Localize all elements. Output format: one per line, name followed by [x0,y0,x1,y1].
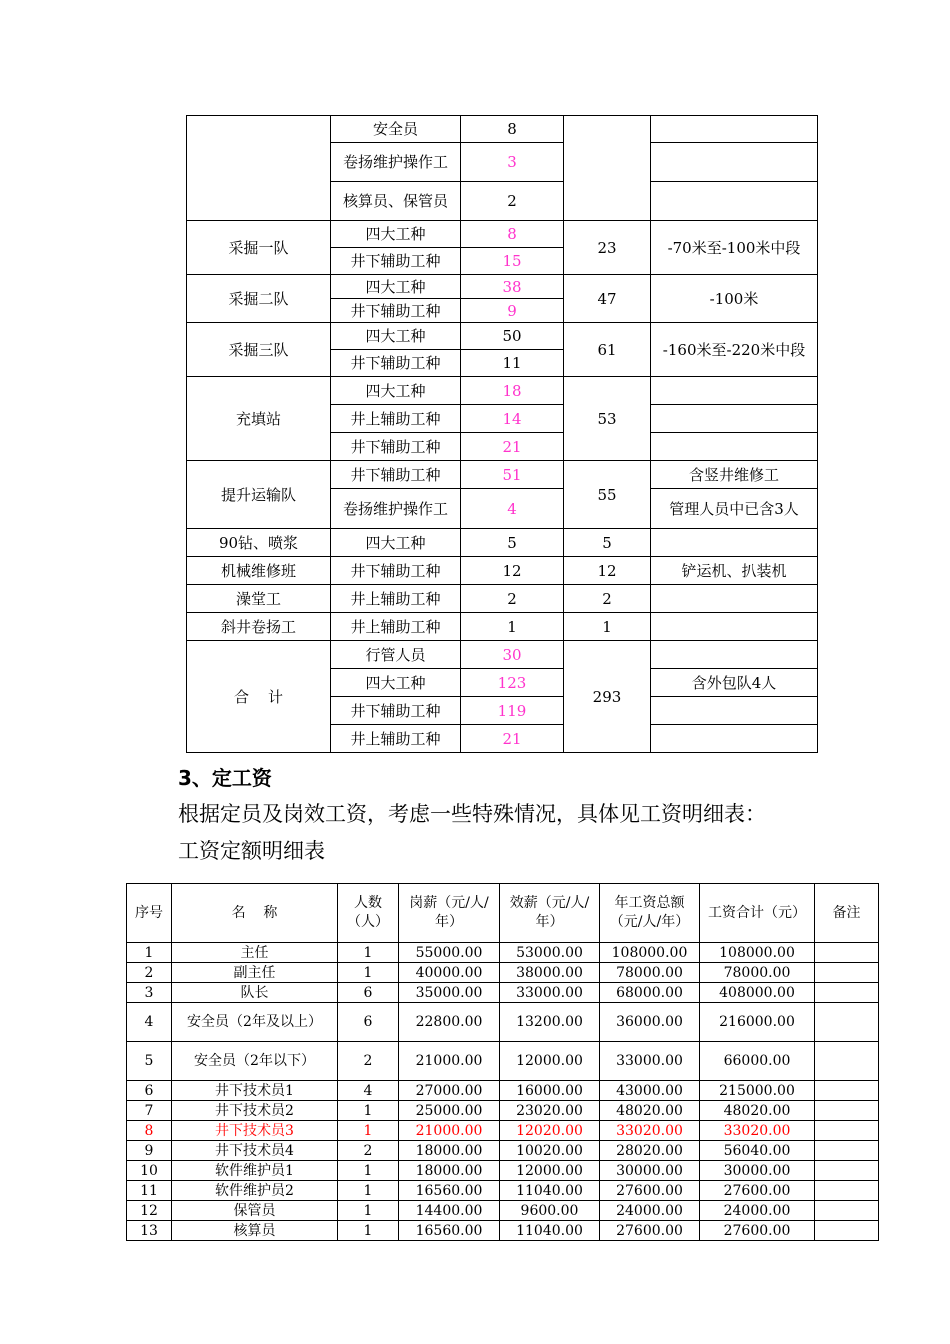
total-cell: 47 [564,275,651,323]
unit-cell: 采掘二队 [187,275,331,323]
remark-cell [815,1003,879,1042]
name-cell: 副主任 [172,963,338,983]
post-salary-cell: 21000.00 [399,1042,500,1081]
wage-sum-cell: 108000.00 [700,943,815,963]
remark-cell [815,1081,879,1101]
count-cell: 2 [461,182,564,221]
type-cell: 安全员 [331,116,461,143]
total-cell: 1 [564,613,651,641]
row-number: 1 [127,943,172,963]
annual-total-cell: 108000.00 [600,943,700,963]
headcount-cell: 1 [338,1101,399,1121]
type-cell: 四大工种 [331,669,461,697]
header-cell: 人数（人） [338,884,399,943]
post-salary-cell: 16560.00 [399,1181,500,1201]
remark-cell [815,1201,879,1221]
note-cell: 含外包队4人 [651,669,818,697]
post-salary-cell: 22800.00 [399,1003,500,1042]
count-cell: 15 [461,248,564,275]
total-cell: 61 [564,323,651,377]
post-salary-cell: 16560.00 [399,1221,500,1241]
table-row [127,1161,879,1181]
type-cell: 卷扬维护操作工 [331,489,461,529]
type-cell: 井上辅助工种 [331,405,461,433]
section-heading: 3、定工资 [178,766,272,790]
unit-cell: 采掘三队 [187,323,331,377]
unit-cell: 采掘一队 [187,221,331,275]
wage-sum-cell: 33020.00 [700,1121,815,1141]
note-cell [651,143,818,182]
table-row [127,1181,879,1201]
name-cell: 井下技术员2 [172,1101,338,1121]
note-cell [651,725,818,753]
table-row [127,943,879,963]
efficiency-salary-cell: 38000.00 [500,963,600,983]
row-number: 13 [127,1221,172,1241]
total-cell [564,116,651,221]
note-cell: 管理人员中已含3人 [651,489,818,529]
count-cell: 11 [461,350,564,377]
table-row [127,1081,879,1101]
count-cell: 119 [461,697,564,725]
note-cell [651,697,818,725]
row-number: 3 [127,983,172,1003]
table-row [127,1141,879,1161]
row-number: 12 [127,1201,172,1221]
table-row [127,1221,879,1241]
note-cell [651,433,818,461]
type-cell: 井下辅助工种 [331,433,461,461]
annual-total-cell: 43000.00 [600,1081,700,1101]
efficiency-salary-cell: 53000.00 [500,943,600,963]
wage-sum-cell: 56040.00 [700,1141,815,1161]
annual-total-cell: 33000.00 [600,1042,700,1081]
headcount-cell: 2 [338,1042,399,1081]
wage-sum-cell: 27600.00 [700,1221,815,1241]
headcount-cell: 1 [338,1201,399,1221]
count-cell: 3 [461,143,564,182]
remark-cell [815,1101,879,1121]
headcount-cell: 1 [338,1181,399,1201]
headcount-cell: 6 [338,983,399,1003]
count-cell: 50 [461,323,564,350]
staffing-table [186,115,818,753]
wage-sum-cell: 27600.00 [700,1181,815,1201]
type-cell: 井下辅助工种 [331,461,461,489]
table-row [127,963,879,983]
remark-cell [815,963,879,983]
name-cell: 软件维护员2 [172,1181,338,1201]
post-salary-cell: 27000.00 [399,1081,500,1101]
type-cell: 四大工种 [331,377,461,405]
annual-total-cell: 27600.00 [600,1221,700,1241]
type-cell: 井下辅助工种 [331,350,461,377]
type-cell: 四大工种 [331,529,461,557]
header-cell: 备注 [815,884,879,943]
count-cell: 8 [461,221,564,248]
total-cell: 12 [564,557,651,585]
remark-cell [815,983,879,1003]
unit-cell: 90钻、喷浆 [187,529,331,557]
unit-cell: 机械维修班 [187,557,331,585]
remark-cell [815,943,879,963]
unit-cell: 提升运输队 [187,461,331,529]
wage-sum-cell: 66000.00 [700,1042,815,1081]
headcount-cell: 1 [338,943,399,963]
efficiency-salary-cell: 16000.00 [500,1081,600,1101]
note-cell [651,641,818,669]
type-cell: 核算员、保管员 [331,182,461,221]
unit-cell: 斜井卷扬工 [187,613,331,641]
name-cell: 井下技术员1 [172,1081,338,1101]
post-salary-cell: 14400.00 [399,1201,500,1221]
annual-total-cell: 68000.00 [600,983,700,1003]
remark-cell [815,1042,879,1081]
headcount-cell: 4 [338,1081,399,1101]
section-paragraph: 根据定员及岗效工资，考虑一些特殊情况，具体见工资明细表： [178,802,766,826]
header-cell: 效薪（元/人/年） [500,884,600,943]
row-number: 2 [127,963,172,983]
efficiency-salary-cell: 12020.00 [500,1121,600,1141]
table-row [127,1101,879,1121]
name-cell: 安全员（2年以下） [172,1042,338,1081]
total-cell: 293 [564,641,651,753]
post-salary-cell: 21000.00 [399,1121,500,1141]
type-cell: 行管人员 [331,641,461,669]
annual-total-cell: 28020.00 [600,1141,700,1161]
headcount-cell: 1 [338,963,399,983]
post-salary-cell: 18000.00 [399,1161,500,1181]
table-row [127,1042,879,1081]
unit-cell [187,116,331,221]
annual-total-cell: 30000.00 [600,1161,700,1181]
count-cell: 14 [461,405,564,433]
post-salary-cell: 55000.00 [399,943,500,963]
type-cell: 井下辅助工种 [331,557,461,585]
wage-sum-cell: 24000.00 [700,1201,815,1221]
type-cell: 四大工种 [331,323,461,350]
row-number: 6 [127,1081,172,1101]
type-cell: 井上辅助工种 [331,585,461,613]
wage-sum-cell: 408000.00 [700,983,815,1003]
remark-cell [815,1181,879,1201]
unit-cell: 充填站 [187,377,331,461]
name-cell: 安全员（2年及以上） [172,1003,338,1042]
note-cell: -160米至-220米中段 [651,323,818,377]
wage-sum-cell: 215000.00 [700,1081,815,1101]
row-number: 10 [127,1161,172,1181]
note-cell: 铲运机、扒装机 [651,557,818,585]
wage-sum-cell: 78000.00 [700,963,815,983]
type-cell: 井上辅助工种 [331,725,461,753]
note-cell: 含竖井维修工 [651,461,818,489]
name-cell: 队长 [172,983,338,1003]
efficiency-salary-cell: 12000.00 [500,1161,600,1181]
row-number: 9 [127,1141,172,1161]
total-cell: 2 [564,585,651,613]
count-cell: 1 [461,613,564,641]
efficiency-salary-cell: 11040.00 [500,1181,600,1201]
count-cell: 5 [461,529,564,557]
name-cell: 主任 [172,943,338,963]
header-cell: 年工资总额（元/人/年） [600,884,700,943]
efficiency-salary-cell: 23020.00 [500,1101,600,1121]
count-cell: 8 [461,116,564,143]
unit-cell: 合 计 [187,641,331,753]
type-cell: 井上辅助工种 [331,613,461,641]
note-cell: -70米至-100米中段 [651,221,818,275]
efficiency-salary-cell: 13200.00 [500,1003,600,1042]
row-number: 8 [127,1121,172,1141]
type-cell: 井下辅助工种 [331,248,461,275]
type-cell: 四大工种 [331,221,461,248]
annual-total-cell: 48020.00 [600,1101,700,1121]
annual-total-cell: 78000.00 [600,963,700,983]
remark-cell [815,1141,879,1161]
note-cell [651,613,818,641]
post-salary-cell: 18000.00 [399,1141,500,1161]
row-number: 5 [127,1042,172,1081]
total-cell: 55 [564,461,651,529]
headcount-cell: 1 [338,1121,399,1141]
type-cell: 四大工种 [331,275,461,299]
annual-total-cell: 27600.00 [600,1181,700,1201]
annual-total-cell: 24000.00 [600,1201,700,1221]
remark-cell [815,1121,879,1141]
unit-cell: 澡堂工 [187,585,331,613]
count-cell: 51 [461,461,564,489]
table-row [127,1003,879,1042]
wage-sum-cell: 30000.00 [700,1161,815,1181]
table-row [127,1121,879,1141]
post-salary-cell: 40000.00 [399,963,500,983]
efficiency-salary-cell: 9600.00 [500,1201,600,1221]
note-cell [651,405,818,433]
row-number: 7 [127,1101,172,1121]
wage-sum-cell: 216000.00 [700,1003,815,1042]
header-cell: 名 称 [172,884,338,943]
headcount-cell: 2 [338,1141,399,1161]
annual-total-cell: 33020.00 [600,1121,700,1141]
table-row [127,1201,879,1221]
count-cell: 21 [461,725,564,753]
post-salary-cell: 35000.00 [399,983,500,1003]
count-cell: 30 [461,641,564,669]
wage-sum-cell: 48020.00 [700,1101,815,1121]
efficiency-salary-cell: 12000.00 [500,1042,600,1081]
remark-cell [815,1161,879,1181]
row-number: 4 [127,1003,172,1042]
note-cell [651,116,818,143]
remark-cell [815,1221,879,1241]
name-cell: 井下技术员3 [172,1121,338,1141]
type-cell: 井下辅助工种 [331,697,461,725]
name-cell: 井下技术员4 [172,1141,338,1161]
wage-table [126,883,879,1241]
headcount-cell: 1 [338,1161,399,1181]
header-cell: 工资合计（元） [700,884,815,943]
headcount-cell: 6 [338,1003,399,1042]
name-cell: 软件维护员1 [172,1161,338,1181]
count-cell: 2 [461,585,564,613]
note-cell [651,182,818,221]
count-cell: 123 [461,669,564,697]
total-cell: 53 [564,377,651,461]
wage-table-title: 工资定额明细表 [178,839,325,863]
wage-table-body [127,943,879,1241]
efficiency-salary-cell: 11040.00 [500,1221,600,1241]
count-cell: 9 [461,299,564,323]
name-cell: 保管员 [172,1201,338,1221]
count-cell: 18 [461,377,564,405]
count-cell: 12 [461,557,564,585]
note-cell [651,585,818,613]
type-cell: 卷扬维护操作工 [331,143,461,182]
post-salary-cell: 25000.00 [399,1101,500,1121]
total-cell: 5 [564,529,651,557]
table-row [127,983,879,1003]
type-cell: 井下辅助工种 [331,299,461,323]
efficiency-salary-cell: 10020.00 [500,1141,600,1161]
total-cell: 23 [564,221,651,275]
row-number: 11 [127,1181,172,1201]
annual-total-cell: 36000.00 [600,1003,700,1042]
note-cell: -100米 [651,275,818,323]
count-cell: 4 [461,489,564,529]
count-cell: 38 [461,275,564,299]
name-cell: 核算员 [172,1221,338,1241]
header-cell: 序号 [127,884,172,943]
header-cell: 岗薪（元/人/年） [399,884,500,943]
headcount-cell: 1 [338,1221,399,1241]
note-cell [651,377,818,405]
efficiency-salary-cell: 33000.00 [500,983,600,1003]
note-cell [651,529,818,557]
count-cell: 21 [461,433,564,461]
